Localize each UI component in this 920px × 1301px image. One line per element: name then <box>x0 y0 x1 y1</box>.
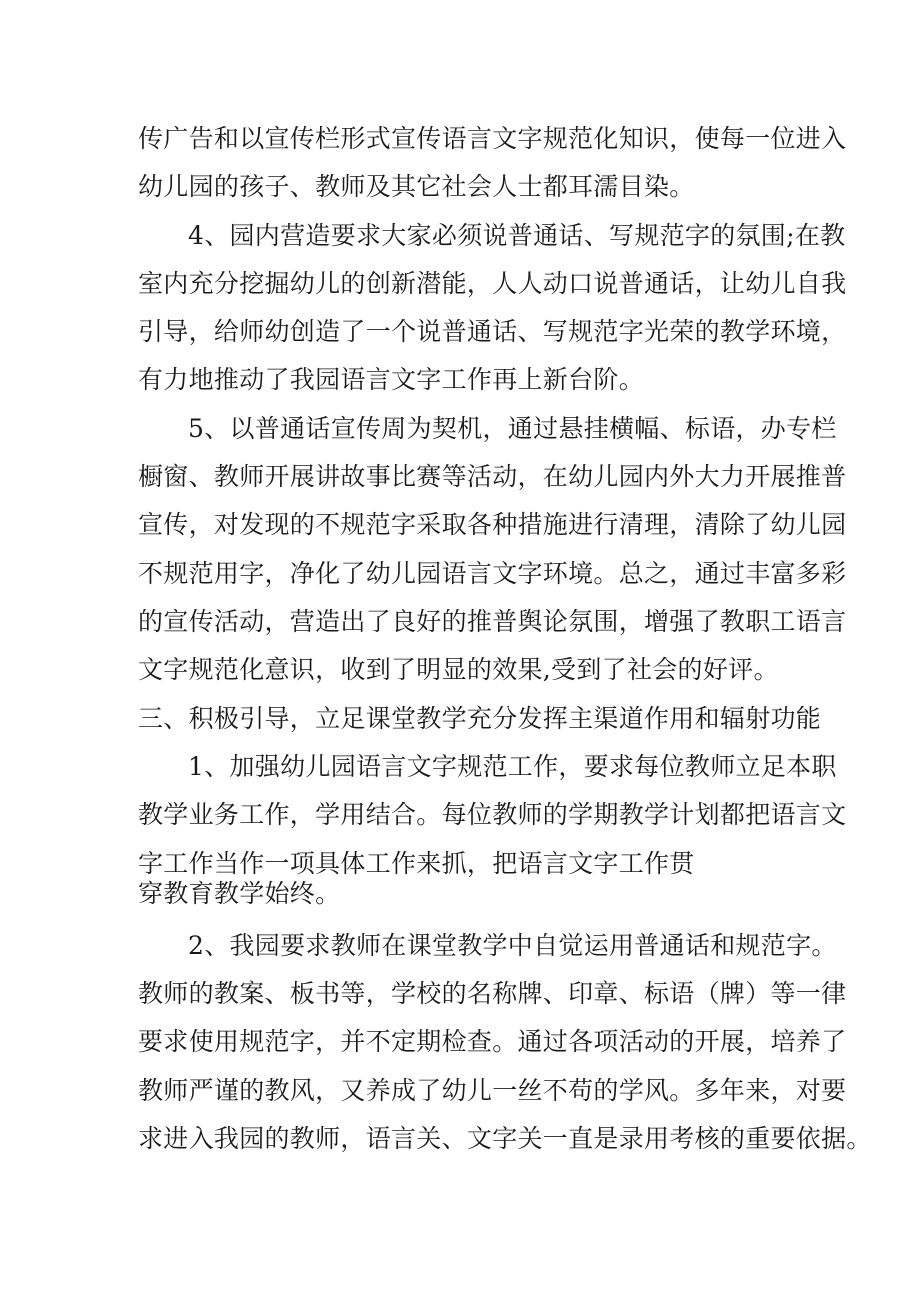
section-heading: 三、积极引导，立足课堂教学充分发挥主渠道作用和辐射功能 <box>138 704 822 733</box>
text-line: 宣传，对发现的不规范字采取各种措施进行清理，清除了幼儿园 <box>138 510 847 539</box>
text-line: 室内充分挖掘幼儿的创新潜能，人人动口说普通话，让幼儿自我 <box>138 269 847 298</box>
paragraph-1-start: 1、加强幼儿园语言文字规范工作，要求每位教师立足本职 <box>188 752 837 781</box>
text-line: 要求使用规范字，并不定期检查。通过各项活动的开展，培养了 <box>138 1027 847 1056</box>
paragraph-4-start: 4、园内营造要求大家必须说普通话、写规范字的氛围;在教 <box>188 221 846 250</box>
text-line: 的宣传活动，营造出了良好的推普舆论氛围，增强了教职工语言 <box>138 607 847 636</box>
text-line: 教学业务工作，学用结合。每位教师的学期教学计划都把语言文 <box>138 800 847 829</box>
text-line: 不规范用字，净化了幼儿园语言文字环境。总之，通过丰富多彩 <box>138 559 847 588</box>
paragraph-2-start: 2、我园要求教师在课堂教学中自觉运用普通话和规范字。 <box>188 931 837 960</box>
text-line: 教师的教案、板书等，学校的名称牌、印章、标语（牌）等一律 <box>138 979 847 1008</box>
text-line: 幼儿园的孩子、教师及其它社会人士都耳濡目染。 <box>138 172 695 201</box>
text-line: 求进入我园的教师，语言关、文字关一直是录用考核的重要依据。 <box>138 1124 872 1153</box>
text-line: 引导，给师幼创造了一个说普通话、写规范字光荣的教学环境， <box>138 317 847 346</box>
text-line: 传广告和以宣传栏形式宣传语言文字规范化知识，使每一位进入 <box>138 124 847 153</box>
text-line: 教师严谨的教风，又养成了幼儿一丝不苟的学风。多年来，对要 <box>138 1076 847 1105</box>
text-line: 有力地推动了我园语言文字工作再上新台阶。 <box>138 365 645 394</box>
text-line: 穿教育教学始终。 <box>138 879 341 908</box>
text-line: 字工作当作一项具体工作来抓，把语言文字工作贯 <box>138 849 695 878</box>
text-line: 文字规范化意识，收到了明显的效果,受到了社会的好评。 <box>138 655 779 684</box>
paragraph-5-start: 5、以普通话宣传周为契机，通过悬挂横幅、标语，办专栏 <box>188 414 837 443</box>
text-line: 橱窗、教师开展讲故事比赛等活动，在幼儿园内外大力开展推普 <box>138 462 847 491</box>
